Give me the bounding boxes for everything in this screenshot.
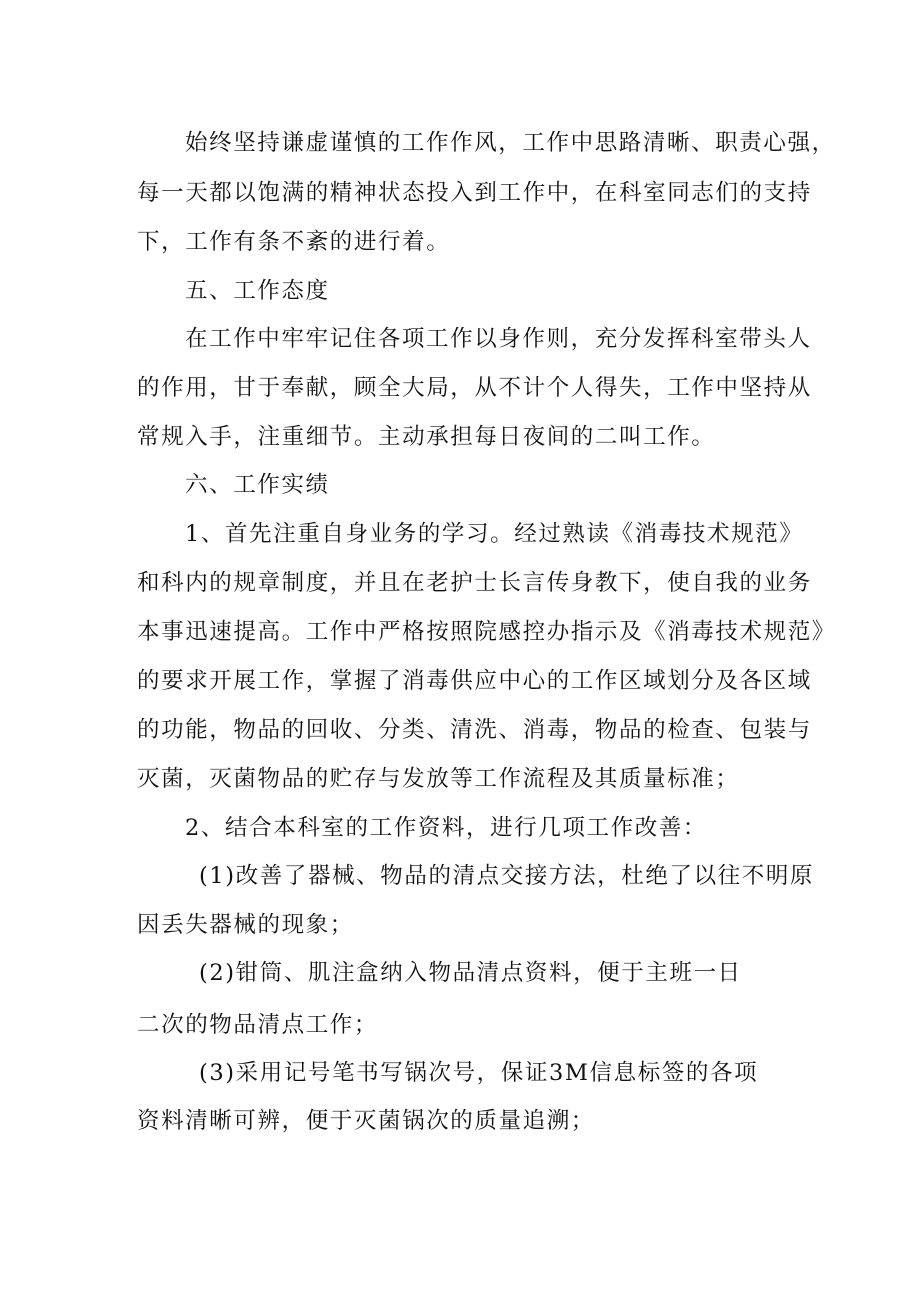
subitem-3-line-2: 资料清晰可辨，便于灭菌锅次的质量追溯； — [137, 1108, 595, 1134]
item-1-line-1: 1、首先注重自身业务的学习。经过熟读《消毒技术规范》 — [185, 521, 804, 547]
item-1-line-4: 的要求开展工作，掌握了消毒供应中心的工作区域划分及各区域 — [137, 668, 812, 694]
item-1-line-2: 和科内的规章制度，并且在老护士长言传身教下，使自我的业务 — [137, 570, 812, 596]
section-heading-work-attitude: 五、工作态度 — [185, 278, 330, 304]
item-1-line-3: 本事迅速提高。工作中严格按照院感控办指示及《消毒技术规范》 — [137, 619, 836, 645]
subitem-1-line-1: (1)改善了器械、物品的清点交接方法，杜绝了以往不明原 — [199, 863, 815, 889]
subitem-1-line-2: 因丢失器械的现象； — [137, 912, 354, 938]
paragraph-2-line-3: 常规入手，注重细节。主动承担每日夜间的二叫工作。 — [137, 424, 716, 450]
item-1-line-5: 的功能，物品的回收、分类、清洗、消毒，物品的检查、包装与 — [137, 717, 812, 743]
paragraph-1-line-2: 每一天都以饱满的精神状态投入到工作中，在科室同志们的支持 — [137, 180, 812, 206]
paragraph-1-line-1: 始终坚持谦虚谨慎的工作作风，工作中思路清晰、职责心强， — [185, 130, 836, 156]
subitem-2-line-1: (2)钳筒、肌注盒纳入物品清点资料，便于主班一日 — [199, 960, 742, 986]
paragraph-1-line-3: 下，工作有条不紊的进行着。 — [137, 229, 451, 255]
paragraph-2-line-2: 的作用，甘于奉献，顾全大局，从不计个人得失，工作中坚持从 — [137, 375, 812, 401]
subitem-3-line-1: (3)采用记号笔书写锅次号，保证3M信息标签的各项 — [199, 1060, 759, 1086]
item-1-line-6: 灭菌，灭菌物品的贮存与发放等工作流程及其质量标准； — [137, 766, 740, 792]
section-heading-work-achievements: 六、工作实绩 — [185, 472, 330, 498]
paragraph-2-line-1: 在工作中牢牢记住各项工作以身作则，充分发挥科室带头人 — [185, 326, 812, 352]
item-2-intro: 2、结合本科室的工作资料，进行几项工作改善： — [185, 815, 708, 841]
subitem-2-line-2: 二次的物品清点工作； — [137, 1012, 379, 1038]
